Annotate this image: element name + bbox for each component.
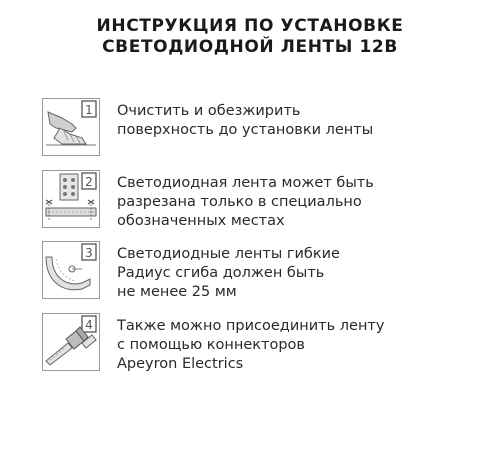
step-2-line-3: обозначенных местах xyxy=(117,213,285,229)
step-2 xyxy=(42,170,462,232)
step-1-text xyxy=(117,102,373,140)
connector-icon xyxy=(42,313,100,371)
step-number-1: 1 xyxy=(85,103,93,117)
step-3-line-3: не менее 25 мм xyxy=(117,284,237,300)
page-title xyxy=(0,16,500,58)
step-1 xyxy=(42,98,462,160)
step-4-line-1: Также можно присоединить ленту xyxy=(117,318,385,334)
cleaning-hand-icon xyxy=(42,98,100,156)
step-3-line-1: Светодиодные ленты гибкие xyxy=(117,246,340,262)
step-3-text xyxy=(117,245,340,302)
step-1-line-2: поверхность до установки ленты xyxy=(117,122,374,138)
step-3-line-2: Радиус сгиба должен быть xyxy=(117,265,325,281)
step-4-line-3: Apeyron Electrics xyxy=(117,356,244,372)
step-4 xyxy=(42,313,462,375)
step-2-text xyxy=(117,174,374,231)
bent-strip-icon xyxy=(42,241,100,299)
step-2-line-2: разрезана только в специально xyxy=(117,194,362,210)
step-1-line-1: Очистить и обезжирить xyxy=(117,103,301,119)
step-2-line-1: Светодиодная лента может быть xyxy=(117,175,374,191)
step-3 xyxy=(42,241,462,303)
step-4-text xyxy=(117,317,384,374)
step-number-3: 3 xyxy=(85,246,93,260)
title-line-1: ИНСТРУКЦИЯ ПО УСТАНОВКЕ xyxy=(96,16,404,36)
step-number-2: 2 xyxy=(85,175,93,189)
cut-marks-icon xyxy=(42,170,100,228)
step-number-4: 4 xyxy=(85,318,93,332)
title-line-2: СВЕТОДИОДНОЙ ЛЕНТЫ 12В xyxy=(102,37,398,57)
step-4-line-2: с помощью коннекторов xyxy=(117,337,305,353)
